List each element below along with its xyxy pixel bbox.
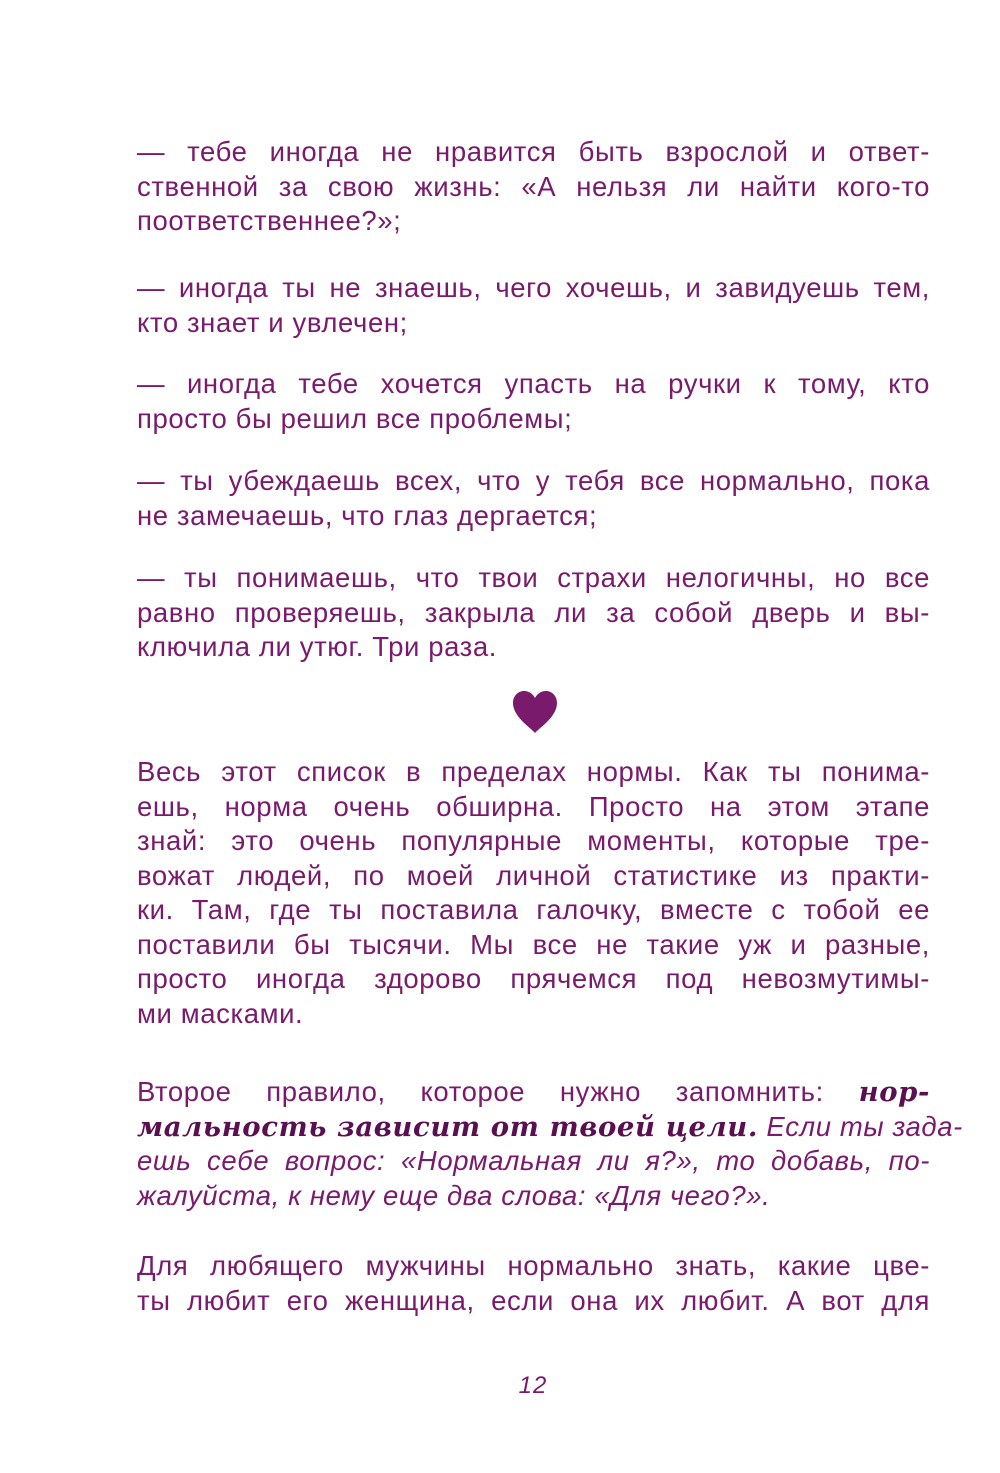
text-line: ешь, норма очень обширна. Просто на этом этапе (137, 790, 930, 822)
list-item-1 (137, 135, 930, 239)
text-line: — иногда ты не знаешь, чего хочешь, и завидуешь тем, (137, 272, 930, 303)
emphasis-text: мальность зависит от твоей цели. (137, 1110, 759, 1143)
text-line: ми масками. (137, 997, 304, 1029)
text-line: равно проверяешь, закрыла ли за собой дверь и вы- (137, 596, 930, 628)
list-item-3 (137, 367, 930, 436)
page-number (0, 1372, 1000, 1400)
paragraph-3 (137, 1249, 930, 1318)
text-line: не замечаешь, что глаз дергается; (137, 499, 598, 531)
text-line (137, 1110, 963, 1145)
italic-text: Если ты зада- (758, 1110, 963, 1142)
regular-text: Второе правило, которое нужно запомнить: (137, 1076, 859, 1107)
text-line: Весь этот список в пределах нормы. Как ты понима- (137, 756, 930, 787)
text-line: — иногда тебе хочется упасть на ручки к тому, кто (137, 368, 930, 399)
text-line: кто знает и увлечен; (137, 306, 408, 338)
text-line: ешь себе вопрос: «Нормальная ли я?», то добавь, по- (137, 1145, 930, 1176)
text-line: ты любит его женщина, если она их любит. А вот для (137, 1284, 930, 1316)
text-line: ки. Там, где ты поставила галочку, вместе с тобой ее (137, 894, 930, 925)
page-number-text: 12 (518, 1372, 548, 1399)
text-line: просто бы решил все проблемы; (137, 402, 573, 434)
text-line: знай: это очень популярные моменты, которые тре- (137, 825, 930, 856)
heart-icon (511, 690, 559, 734)
paragraph-1 (137, 755, 930, 1031)
text-line: — ты убеждаешь всех, что у тебя все нормально, пока (137, 465, 930, 496)
text-line: ственной за свою жизнь: «А нельзя ли найти кого-то (137, 170, 930, 202)
text-line: жалуйста, к нему еще два слова: «Для чего?». (137, 1179, 771, 1211)
text-line: Для любящего мужчины нормально знать, какие цве- (137, 1250, 930, 1281)
text-line: — тебе иногда не нравится быть взрослой и ответ- (137, 136, 930, 167)
text-line: поответственнее?»; (137, 205, 402, 236)
paragraph-2 (137, 1075, 963, 1213)
list-item-5 (137, 561, 930, 665)
list-item-4 (137, 464, 930, 533)
text-line: поставили бы тысячи. Мы все не такие уж и разные, (137, 928, 930, 960)
text-line: просто иногда здорово прячемся под невозмутимы- (137, 963, 930, 994)
text-line: ключила ли утюг. Три раза. (137, 631, 498, 662)
text-line: вожат людей, по моей личной статистике из практи- (137, 859, 930, 891)
text-line: — ты понимаешь, что твои страхи нелогичны, но все (137, 562, 930, 593)
text-line (137, 1075, 930, 1110)
emphasis-text: нор- (858, 1076, 930, 1108)
list-item-2 (137, 271, 930, 340)
